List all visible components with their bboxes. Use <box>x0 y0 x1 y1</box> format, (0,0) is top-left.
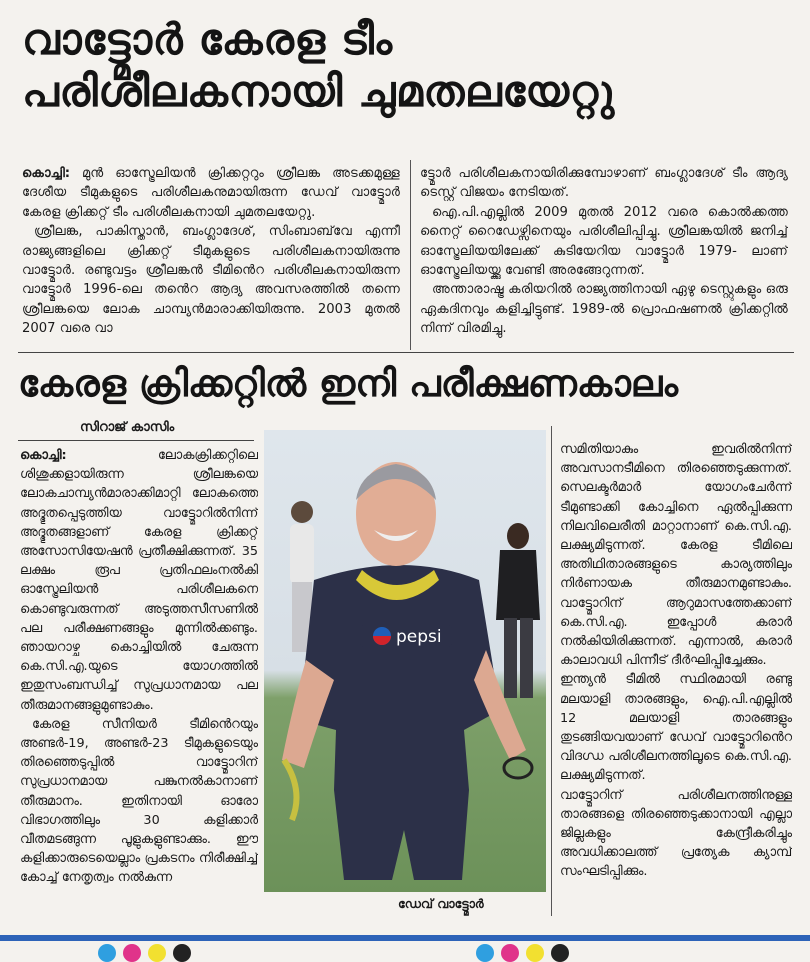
column-divider-right <box>551 426 552 916</box>
story2-column-right <box>560 440 792 922</box>
story2-dateline: കൊച്ചി: <box>20 448 67 463</box>
section-divider <box>18 352 794 353</box>
byline-rule <box>18 440 254 441</box>
second-headline: കേരള ക്രിക്കറ്റിൽ ഇനി പരീക്ഷണകാലം <box>18 362 678 405</box>
black-swatch <box>173 944 191 962</box>
story2-paragraph-2: കേരള സീനിയർ ടീമിൻെറയും അണ്ടർ-19, അണ്ടർ-23 ടീമുകളുടെയും തിരഞ്ഞെടുപ്പിൽ വാട്ട്മോറിന് സുപ്രധാനമായ പങ്കുനൽകാനാണ് തീരുമാനം. ഇതിനായി ഓരോ വിഭാഗത്തിലും 30 കളിക്കാർ വീതമടങ്ങുന്ന പൂളുകളുണ്ടാക്കും. ഈ കളിക്കാരുടെയെല്ലാം പ്രകടനം നിരീക്ഷിച്ച് കോച്ച് നേതൃത്വം നൽകുന്ന <box>20 716 258 886</box>
story1-column-left <box>22 164 400 346</box>
story1-column-right <box>420 164 788 346</box>
column-divider <box>410 160 411 350</box>
story1-paragraph-3: ട്ട്മോർ പരിശീലകനായിരിക്കുമ്പോഴാണ് ബംഗ്ലാദേശ് ടീം ആദ്യ ടെസ്റ്റ് വിജയം നേടിയത്. <box>420 166 788 201</box>
story2-paragraph-1 <box>20 446 258 715</box>
story2-paragraph-3: സമിതിയാകും ഇവരിൽനിന്ന് അവസാനടീമിനെ തിരഞ്ഞെടുക്കുന്നത്. സെലക്ടർമാർ യോഗംചേർന്ന് ടീമുണ്ടാക്കി കോച്ചിനെ ഏൽപ്പിക്കുന്ന നിലവിലെരീതി മാറ്റാനാണ് കെ.സി.എ. ലക്ഷ്യമിടുന്നത്. കേരള ടീമിലെ അതിഥിതാരങ്ങളുടെ കാര്യത്തിലും നിർണായക തീരുമാനമുണ്ടാകും. വാട്ട്മോറിന് ആറുമാസത്തേക്കാണ് കെ.സി.എ. ഇപ്പോൾ കരാർ നൽകിയിരിക്കുന്നത്. എന്നാൽ, കരാർ കാലാവധി പിന്നീട് ദീർഘിപ്പിച്ചേക്കും. <box>560 442 792 669</box>
coach-photo-illustration <box>264 430 546 892</box>
story2-paragraph-5: വാട്ട്മോറിന് പരിശീലനത്തിനുള്ള താരങ്ങളെ തിരഞ്ഞെടുക്കാനായി എല്ലാ ജില്ലകളും കേന്ദ്രീകരിച്ചും അവധിക്കാലത്ത് പ്രത്യേക ക്യാമ്പ് സംഘടിപ്പിക്കും. <box>560 787 792 880</box>
story1-paragraph-5: അന്താരാഷ്ട്ര കരിയറിൽ രാജ്യത്തിനായി ഏഴു ടെസ്റ്റുകളും ഒരു ഏകദിനവും കളിച്ചിട്ടുണ്ട്. 1989-ൽ പ്രൊഫഷണൽ ക്രിക്കറ്റിൽ നിന്ന് വിരമിച്ചു. <box>420 282 788 337</box>
main-headline-line2: പരിശീലകനായി ചുമതലയേറ്റു <box>22 67 615 117</box>
story2-column-left <box>20 446 258 922</box>
story2-lead-text: ലോകക്രിക്കറ്റിലെ ശിശുക്കളായിരുന്ന ശ്രീലങ്കയെ ലോകചാമ്പ്യൻമാരാക്കിമാറ്റി ലോകത്തെ അദ്ഭുതപ്പെടുത്തിയ വാട്ട്മോറിൽനിന്ന് അദ്ഭുതങ്ങളാണ് കേരള ക്രിക്കറ്റ് അസോസിയേഷൻ പ്രതീക്ഷിക്കുന്നത്. 35 ലക്ഷം രൂപ പ്രതിഫലംനൽകി ഓസ്ട്രേലിയൻ പരിശീലകനെ കൊണ്ടുവരുന്നത് അടുത്തസീസണിൽ പല പരീക്ഷണങ്ങളും മുന്നിൽക്കണ്ടും. ഞായറാഴ്ച കൊച്ചിയിൽ ചേരുന്ന കെ.സി.എ.യുടെ യോഗത്തിൽ ഇതുസംബന്ധിച്ച് സുപ്രധാനമായ പല തീരുമാനങ്ങളുമുണ്ടാകും. <box>20 448 258 713</box>
cyan-swatch <box>98 944 116 962</box>
magenta-swatch-2 <box>501 944 519 962</box>
magenta-swatch <box>123 944 141 962</box>
story1-lead-text: മുൻ ഓസ്ട്രേലിയൻ ക്രിക്കറ്ററും ശ്രീലങ്ക അടക്കമുള്ള ദേശീയ ടീമുകളുടെ പരിശീലകനുമായിരുന്ന ഡേവ് വാട്ട്മോർ കേരള ക്രിക്കറ്റ് ടീം പരിശീലകനായി ചുമതലയേറ്റു. <box>22 166 400 220</box>
background-person-right <box>496 523 540 698</box>
coach-figure <box>282 462 532 880</box>
yellow-swatch <box>148 944 166 962</box>
main-headline <box>22 14 792 118</box>
story1-dateline: കൊച്ചി: <box>22 166 71 181</box>
story1-paragraph-1 <box>22 164 400 222</box>
registration-bar <box>0 935 810 941</box>
story1-paragraph-2: ശ്രീലങ്ക, പാകിസ്താൻ, ബംഗ്ലാദേശ്, സിംബാബ്‌വേ എന്നീ രാജ്യങ്ങളിലെ ക്രിക്കറ്റ് ടീമുകളുടെ പരിശീലകനായിരുന്നു വാട്ട്മോർ. രണ്ടുവട്ടം ശ്രീലങ്കൻ ടീമിൻെറ പരിശീലകനായിരുന്ന വാട്ട്മോർ 1996-ലെ തൻെറ ആദ്യ അവസരത്തിൽ തന്നെ ശ്രീലങ്കയെ ലോക ചാമ്പ്യൻമാരാക്കിയിരുന്നു. 2003 മുതൽ 2007 വരെ വാ <box>22 224 400 337</box>
story2-paragraph-4: ഇന്ത്യൻ ടീമിൽ സ്ഥിരമായി രണ്ടു മലയാളി താരങ്ങളും, ഐ.പി.എല്ലിൽ 12 മലയാളി താരങ്ങളും തുടങ്ങിയവയാണ് ഡേവ് വാട്ട്മോറിൻെറ വിദഗ്ധ പരിശീലനത്തിലൂടെ കെ.സി.എ. ലക്ഷ്യമിടുന്നത്. <box>560 672 792 784</box>
yellow-swatch-2 <box>526 944 544 962</box>
byline: സിറാജ് കാസിം <box>80 420 175 435</box>
cyan-swatch-2 <box>476 944 494 962</box>
jersey-brand-text: pepsi <box>396 627 442 647</box>
main-headline-line1: വാട്ട്മോർ കേരള ടീം <box>22 15 393 65</box>
photo-caption: ഡേവ് വാട്ട്മോർ <box>398 896 484 911</box>
story1-paragraph-4: ഐ.പി.എല്ലിൽ 2009 മുതൽ 2012 വരെ കൊൽക്കത്ത നൈറ്റ് റൈഡേഴ്സിനെയും പരിശീലിപ്പിച്ചു. ശ്രീലങ്കയിൽ ജനിച്ച് ഓസ്ട്രേലിയയിലേക്ക് കുടിയേറിയ വാട്ട്മോർ 1979- ലാണ് ഓസ്ട്രേലിയയ്ക്കു വേണ്ടി അരങ്ങേറുന്നത്. <box>420 204 788 279</box>
coach-photo <box>264 430 546 892</box>
black-swatch-2 <box>551 944 569 962</box>
